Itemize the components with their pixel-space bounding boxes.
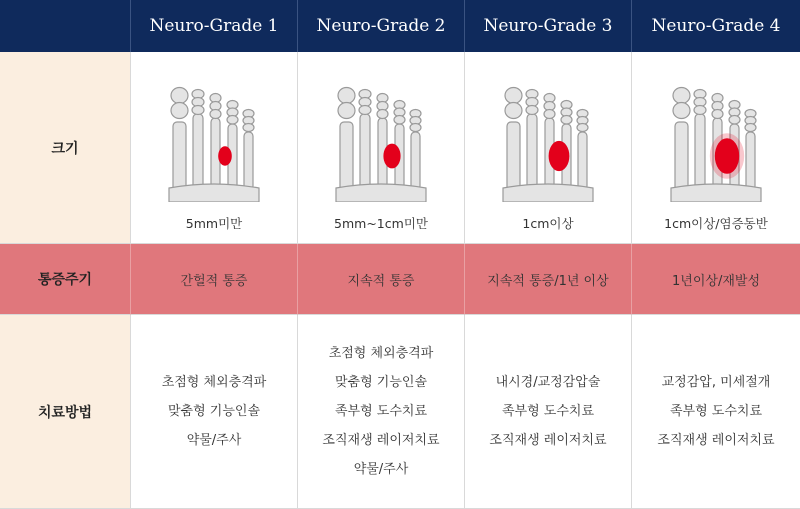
treatment-cell-3 <box>465 315 632 509</box>
row-label-size: 크기 <box>0 52 131 244</box>
foot-bones-icon <box>661 84 771 202</box>
treatment-cell-4 <box>632 315 800 509</box>
treatment-cell-2 <box>298 315 465 509</box>
row-label-pain-cycle: 통증주기 <box>0 244 131 315</box>
size-value-2: 5mm~1cm미만 <box>334 216 428 231</box>
treatment-item: 교정감압, 미세절개 <box>661 375 771 390</box>
size-cell-1 <box>131 52 298 244</box>
header-grade-1: Neuro-Grade 1 <box>131 0 298 52</box>
treatment-item: 족부형 도수치료 <box>334 404 428 419</box>
treatment-item: 초점형 체외충격파 <box>328 346 434 361</box>
treatment-item: 조직재생 레이저치료 <box>322 433 440 448</box>
header-corner <box>0 0 131 52</box>
pain-value-2: 지속적 통증 <box>298 244 465 315</box>
treatment-item: 족부형 도수치료 <box>501 404 595 419</box>
size-cell-3 <box>465 52 632 244</box>
treatment-item: 내시경/교정감압술 <box>495 375 601 390</box>
foot-bones-icon <box>493 84 603 202</box>
treatment-item: 조직재생 레이저치료 <box>489 433 607 448</box>
treatment-item: 맞춤형 기능인솔 <box>167 404 261 419</box>
header-grade-2: Neuro-Grade 2 <box>298 0 465 52</box>
pain-value-1: 간헐적 통증 <box>131 244 298 315</box>
row-label-treatment: 치료방법 <box>0 315 131 509</box>
treatment-item: 약물/주사 <box>353 462 409 477</box>
foot-bones-icon <box>159 84 269 202</box>
header-grade-4: Neuro-Grade 4 <box>632 0 800 52</box>
size-value-4: 1cm이상/염증동반 <box>664 216 768 231</box>
size-cell-2 <box>298 52 465 244</box>
foot-bones-icon <box>326 84 436 202</box>
size-value-1: 5mm미만 <box>185 216 243 231</box>
treatment-item: 약물/주사 <box>186 433 242 448</box>
treatment-item: 족부형 도수치료 <box>669 404 763 419</box>
pain-value-4: 1년이상/재발성 <box>632 244 800 315</box>
size-cell-4 <box>632 52 800 244</box>
treatment-item: 맞춤형 기능인솔 <box>334 375 428 390</box>
treatment-item: 초점형 체외충격파 <box>161 375 267 390</box>
treatment-cell-1 <box>131 315 298 509</box>
header-grade-3: Neuro-Grade 3 <box>465 0 632 52</box>
pain-value-3: 지속적 통증/1년 이상 <box>465 244 632 315</box>
size-value-3: 1cm이상 <box>522 216 574 231</box>
treatment-item: 조직재생 레이저치료 <box>657 433 775 448</box>
